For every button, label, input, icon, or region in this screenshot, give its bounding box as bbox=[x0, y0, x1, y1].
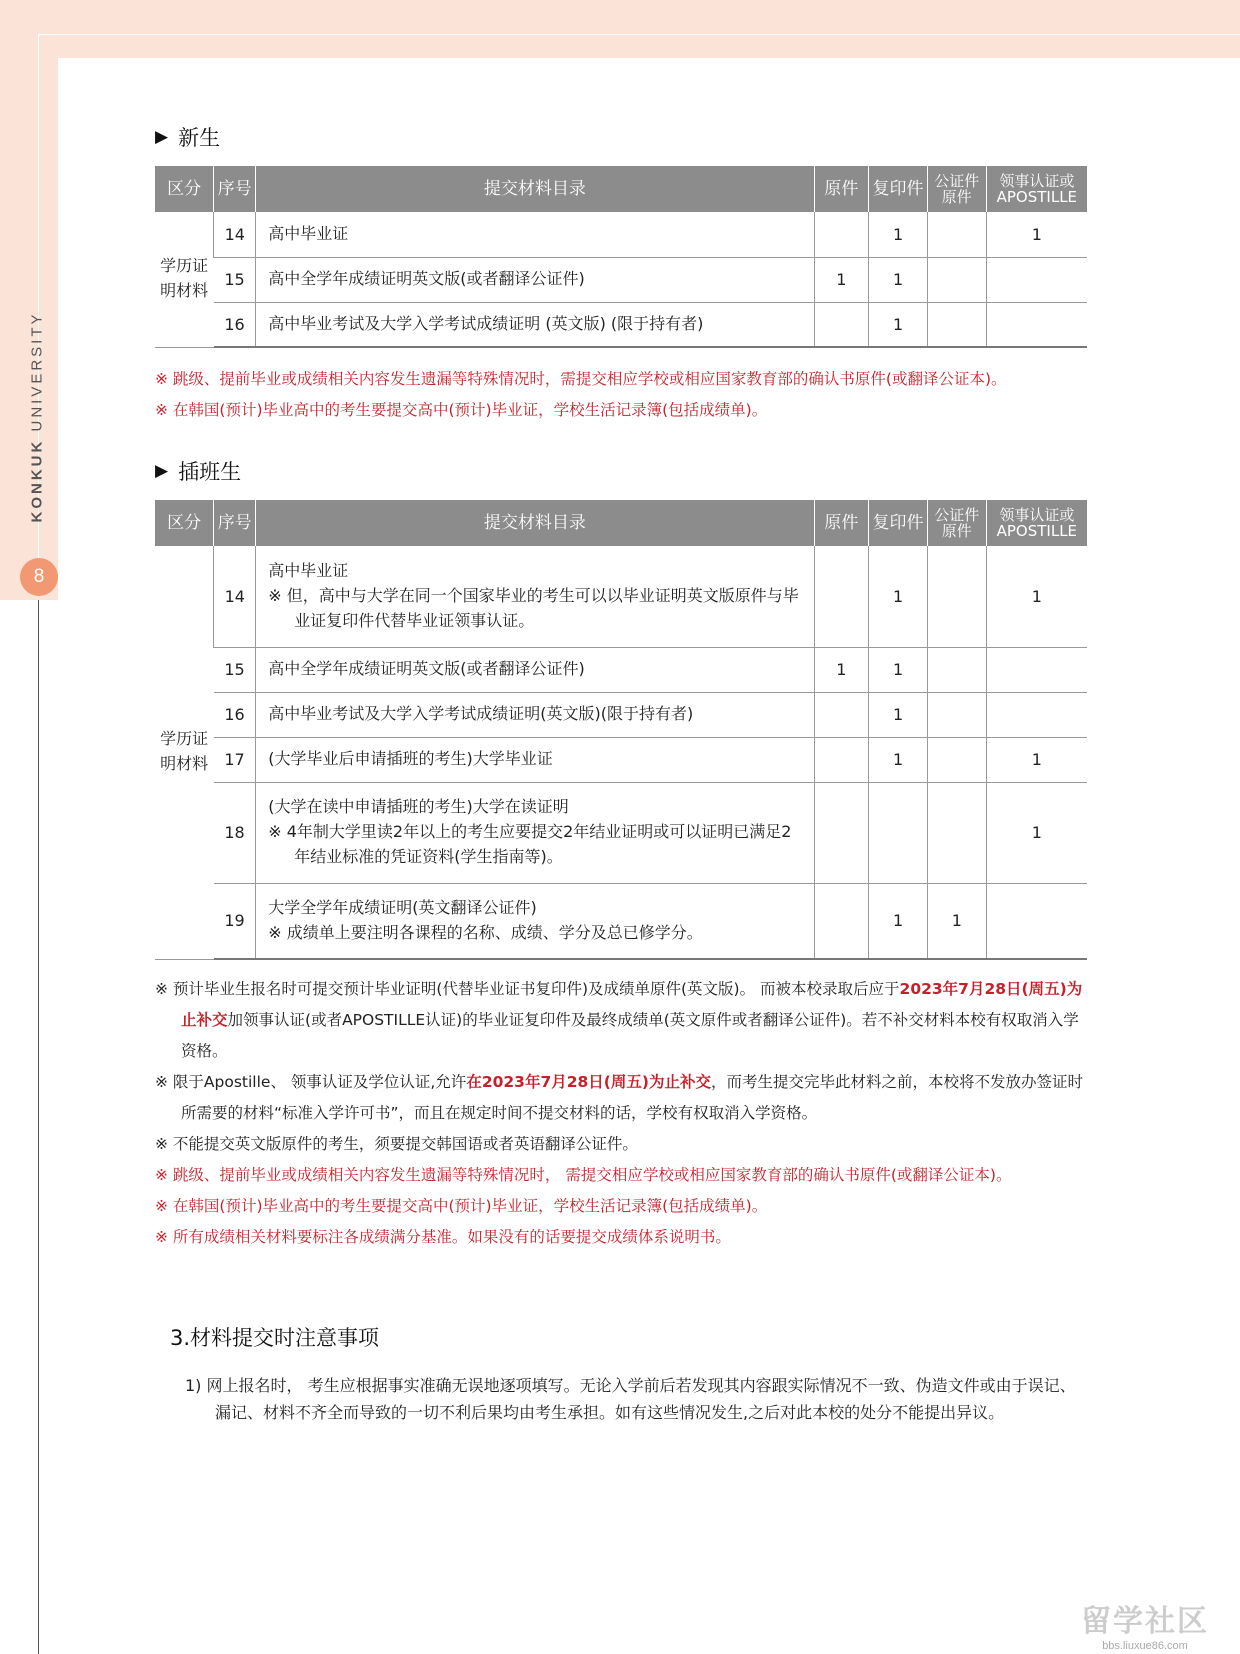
precaution-paragraph: 1) 网上报名时， 考生应根据事实准确无误地逐项填写。无论入学前后若发现其内容跟实际情况不一致、伪造文件或由于误记、漏记、材料不齐全而导致的一切不利后果均由考生承担。如有这些情况发生,之后对此本校的处分不能提出异议。 bbox=[185, 1376, 1076, 1422]
material-item-note: ※ 但，高中与大学在同一个国家毕业的考生可以以毕业证明英文版原件与毕业证复印件代替毕业证领事认证。 bbox=[268, 585, 799, 630]
material-item: 高中全学年成绩证明英文版(或者翻译公证件) bbox=[256, 257, 814, 302]
material-item-note: ※ 成绩单上要注明各课程的名称、成绩、学分及总已修学分。 bbox=[268, 922, 703, 942]
header-category: 区分 bbox=[155, 500, 214, 546]
copy-count bbox=[869, 782, 928, 883]
main-content bbox=[155, 120, 1085, 1253]
notary-count bbox=[927, 257, 986, 302]
triangle-bullet-icon: ▶ bbox=[155, 127, 169, 147]
notary-count bbox=[927, 782, 986, 883]
copy-count: 1 bbox=[869, 692, 928, 737]
row-number: 15 bbox=[214, 647, 256, 692]
row-number: 18 bbox=[214, 782, 256, 883]
materials-table-freshman bbox=[155, 166, 1087, 348]
header-apostille: 领事认证或APOSTILLE bbox=[986, 500, 1087, 546]
row-number: 19 bbox=[214, 883, 256, 959]
material-item: 高中全学年成绩证明英文版(或者翻译公证件) bbox=[256, 647, 814, 692]
copy-count: 1 bbox=[869, 212, 928, 257]
original-count: 1 bbox=[814, 647, 869, 692]
header-copy: 复印件 bbox=[869, 500, 928, 546]
header-original: 原件 bbox=[814, 500, 869, 546]
header-material-list: 提交材料目录 bbox=[256, 166, 814, 212]
table-header-row bbox=[155, 500, 1087, 546]
copy-count: 1 bbox=[869, 647, 928, 692]
table-row bbox=[155, 546, 1087, 647]
note-item: ※ 限于Apostille、 领事认证及学位认证,允许在2023年7月28日(周五)为止补交，而考生提交完毕此材料之前，本校将不发放办签证时所需要的材料“标准入学许可书”，而且在规定时间不提交材料的话，学校有权取消入学资格。 bbox=[155, 1073, 1083, 1122]
table-row bbox=[155, 782, 1087, 883]
notary-count: 1 bbox=[927, 883, 986, 959]
notary-count bbox=[927, 647, 986, 692]
frame-line bbox=[38, 34, 1240, 35]
note-item: ※ 在韩国(预计)毕业高中的考生要提交高中(预计)毕业证，学校生活记录簿(包括成绩单)。 bbox=[155, 1197, 768, 1215]
notary-count bbox=[927, 737, 986, 782]
material-item: 高中毕业考试及大学入学考试成绩证明 (英文版) (限于持有者) bbox=[256, 302, 814, 347]
apostille-count: 1 bbox=[986, 737, 1087, 782]
apostille-count: 1 bbox=[986, 546, 1087, 647]
original-count bbox=[814, 883, 869, 959]
original-count bbox=[814, 737, 869, 782]
copy-count: 1 bbox=[869, 737, 928, 782]
copy-count: 1 bbox=[869, 302, 928, 347]
material-item bbox=[256, 782, 814, 883]
notary-count bbox=[927, 212, 986, 257]
section-heading-precautions: 3.材料提交时注意事项 bbox=[170, 1326, 380, 1350]
apostille-count bbox=[986, 647, 1087, 692]
copy-count: 1 bbox=[869, 257, 928, 302]
notary-count bbox=[927, 546, 986, 647]
section-heading-freshman bbox=[155, 120, 1085, 154]
top-decor-band bbox=[0, 0, 1240, 58]
triangle-bullet-icon: ▶ bbox=[155, 461, 169, 481]
watermark bbox=[1070, 1596, 1220, 1652]
section-title: 插班生 bbox=[178, 460, 242, 484]
section-heading-transfer bbox=[155, 454, 1085, 488]
table-row bbox=[155, 302, 1087, 347]
apostille-count bbox=[986, 257, 1087, 302]
header-notarized: 公证件原件 bbox=[927, 166, 986, 212]
copy-count: 1 bbox=[869, 883, 928, 959]
copy-count: 1 bbox=[869, 546, 928, 647]
table-row bbox=[155, 692, 1087, 737]
header-number: 序号 bbox=[214, 166, 256, 212]
apostille-count: 1 bbox=[986, 782, 1087, 883]
header-number: 序号 bbox=[214, 500, 256, 546]
note-item: ※ 所有成绩相关材料要标注各成绩满分基准。如果没有的话要提交成绩体系说明书。 bbox=[155, 1228, 731, 1246]
header-material-list: 提交材料目录 bbox=[256, 500, 814, 546]
header-original: 原件 bbox=[814, 166, 869, 212]
margin-rule bbox=[38, 600, 39, 1654]
table-row bbox=[155, 257, 1087, 302]
apostille-count bbox=[986, 692, 1087, 737]
row-number: 16 bbox=[214, 302, 256, 347]
note-item: ※ 在韩国(预计)毕业高中的考生要提交高中(预计)毕业证，学校生活记录簿(包括成绩单)。 bbox=[155, 401, 768, 419]
note-item: ※ 跳级、提前毕业或成绩相关内容发生遗漏等特殊情况时，需提交相应学校或相应国家教育部的确认书原件(或翻译公证本)。 bbox=[155, 370, 1007, 388]
note-item: ※ 跳级、提前毕业或成绩相关内容发生遗漏等特殊情况时， 需提交相应学校或相应国家教育部的确认书原件(或翻译公证本)。 bbox=[155, 1166, 1012, 1184]
material-item bbox=[256, 546, 814, 647]
notary-count bbox=[927, 692, 986, 737]
table-header-row bbox=[155, 166, 1087, 212]
row-number: 15 bbox=[214, 257, 256, 302]
table-row bbox=[155, 212, 1087, 257]
header-copy: 复印件 bbox=[869, 166, 928, 212]
note-item: ※ 不能提交英文版原件的考生，须要提交韩国语或者英语翻译公证件。 bbox=[155, 1135, 638, 1153]
material-item-title: 高中毕业证 bbox=[268, 561, 349, 581]
watermark-logo-text: 留学社区 bbox=[1081, 1604, 1209, 1639]
row-number: 16 bbox=[214, 692, 256, 737]
material-item bbox=[256, 883, 814, 959]
header-notarized: 公证件原件 bbox=[927, 500, 986, 546]
category-cell: 学历证明材料 bbox=[155, 212, 214, 347]
material-item: (大学毕业后申请插班的考生)大学毕业证 bbox=[256, 737, 814, 782]
material-item-title: (大学在读中申请插班的考生)大学在读证明 bbox=[268, 797, 569, 817]
original-count bbox=[814, 302, 869, 347]
category-cell: 学历证明材料 bbox=[155, 546, 214, 959]
note-item: ※ 预计毕业生报名时可提交预计毕业证明(代替毕业证书复印件)及成绩单原件(英文版)。 而被本校录取后应于2023年7月28日(周五)为止补交加领事认证(或者APOSTILLE认证)的毕业证复印件及最终成绩单(英文原件或者翻译公证件)。若不补交材料本校有权取消入学资格。 bbox=[155, 980, 1083, 1060]
apostille-count bbox=[986, 883, 1087, 959]
apostille-count bbox=[986, 302, 1087, 347]
header-category: 区分 bbox=[155, 166, 214, 212]
original-count bbox=[814, 546, 869, 647]
material-item-note: ※ 4年制大学里读2年以上的考生应要提交2年结业证明或可以证明已满足2年结业标准的凭证资料(学生指南等)。 bbox=[268, 822, 792, 866]
row-number: 17 bbox=[214, 737, 256, 782]
original-count bbox=[814, 782, 869, 883]
watermark-url: bbs.liuxue86.com bbox=[1102, 1640, 1188, 1652]
apostille-count: 1 bbox=[986, 212, 1087, 257]
original-count bbox=[814, 212, 869, 257]
row-number: 14 bbox=[214, 546, 256, 647]
materials-table-transfer bbox=[155, 500, 1087, 960]
material-item: 高中毕业证 bbox=[256, 212, 814, 257]
original-count: 1 bbox=[814, 257, 869, 302]
section-title: 新生 bbox=[178, 126, 221, 150]
material-item-title: 大学全学年成绩证明(英文翻译公证件) bbox=[268, 897, 537, 917]
header-apostille: 领事认证或APOSTILLE bbox=[986, 166, 1087, 212]
table-row bbox=[155, 737, 1087, 782]
notes-freshman bbox=[155, 364, 1085, 426]
row-number: 14 bbox=[214, 212, 256, 257]
material-item: 高中毕业考试及大学入学考试成绩证明(英文版)(限于持有者) bbox=[256, 692, 814, 737]
table-row bbox=[155, 647, 1087, 692]
table-row bbox=[155, 883, 1087, 959]
notes-transfer bbox=[155, 974, 1085, 1253]
page-number-badge: 8 bbox=[20, 558, 58, 596]
original-count bbox=[814, 692, 869, 737]
notary-count bbox=[927, 302, 986, 347]
brand-vertical-text: KONKUK UNIVERSITY bbox=[28, 311, 46, 523]
